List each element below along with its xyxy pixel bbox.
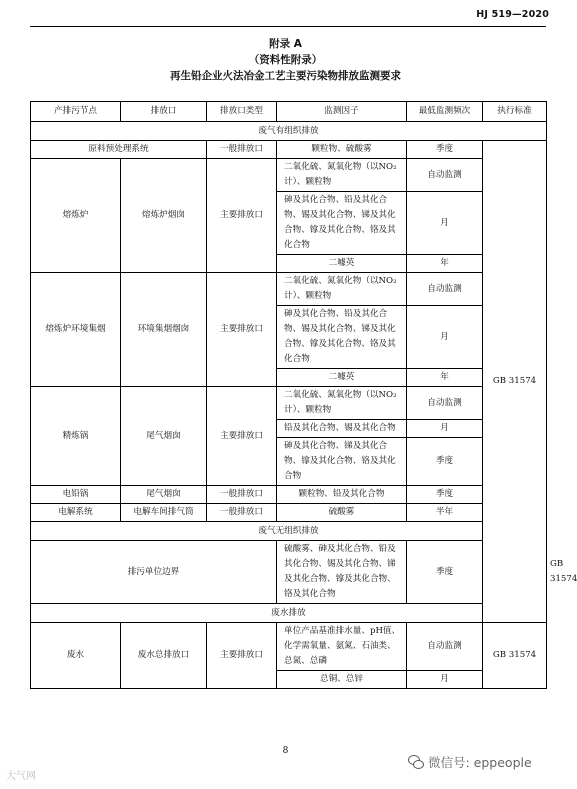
cell-factor: 颗粒物、铅及其化合物 <box>277 486 407 504</box>
cell-factor: 颗粒物、硫酸雾 <box>277 141 407 159</box>
cell-outlet: 电解车间排气筒 <box>121 504 207 522</box>
monitoring-table <box>30 101 577 689</box>
table-row <box>31 387 547 420</box>
cell-outlet-type: 主要排放口 <box>207 159 277 273</box>
cell-frequency: 季度 <box>407 486 483 504</box>
cell-frequency: 半年 <box>407 504 483 522</box>
cell-frequency: 季度 <box>407 438 483 486</box>
section-title-organized-gas: 废气有组织排放 <box>31 122 547 141</box>
cell-factor: 硫酸雾 <box>277 504 407 522</box>
watermark-left: 大气网 <box>6 771 36 782</box>
cell-factor: 铅及其化合物、锡及其化合物 <box>277 420 407 438</box>
cell-factor: 二噱英 <box>277 255 407 273</box>
standard-number: HJ 519—2020 <box>476 9 549 20</box>
cell-frequency: 自动监测 <box>407 387 483 420</box>
cell-factor: 二氧化硫、氮氧化物（以NO₂计）、颗粒物 <box>277 387 407 420</box>
cell-factor: 砷及其化合物、铅及其化合物、锡及其化合物、锑及其化合物、镎及其化合物、铬及其化合物 <box>277 306 407 369</box>
appendix-nature: （资料性附录） <box>248 54 323 66</box>
cell-standard: GB 31574 <box>483 141 547 623</box>
cell-outlet-type: 一般排放口 <box>207 486 277 504</box>
cell-factor: 二氧化硫、氮氧化物（以NO₂计）、颗粒物 <box>277 273 407 306</box>
section-title-wastewater: 废水排放 <box>31 604 547 623</box>
table-row <box>31 273 547 306</box>
cell-frequency: 自动监测 <box>407 623 483 671</box>
table-row <box>31 623 547 671</box>
title-block <box>0 36 571 84</box>
section-title-fugitive-gas: 废气无组织排放 <box>31 522 547 541</box>
column-header: 排放口类型 <box>207 102 277 122</box>
table-row <box>31 486 547 504</box>
section-row <box>31 122 547 141</box>
cell-outlet-type: 一般排放口 <box>207 504 277 522</box>
table-row: 排污单位边界 硫酸雾、砷及其化合物、铅及其化合物、锡及其化合物、锑及其化合物、镎及其化合物、铬及其化合物 季度 GB 31574 <box>31 541 547 604</box>
watermark-right <box>408 753 532 771</box>
cell-node: 熔炼炉 <box>31 159 121 273</box>
cell-node: 电解系统 <box>31 504 121 522</box>
wechat-icon <box>408 755 424 769</box>
column-header: 监测因子 <box>277 102 407 122</box>
cell-outlet-type: 主要排放口 <box>207 387 277 486</box>
cell-node: 精炼锅 <box>31 387 121 486</box>
column-header: 排放口 <box>121 102 207 122</box>
table-title: 再生铅企业火法冶金工艺主要污染物排放监测要求 <box>170 70 401 82</box>
cell-node: 熔炼炉环境集烟 <box>31 273 121 387</box>
watermark-text: 微信号: eppeople <box>428 755 532 770</box>
cell-outlet: 废水总排放口 <box>121 623 207 689</box>
cell-node: 原料预处理系统 <box>31 141 207 159</box>
cell-frequency: 季度 <box>407 141 483 159</box>
page-number: 8 <box>282 746 289 756</box>
cell-factor: 砷及其化合物、锑及其化合物、镎及其化合物、铬及其化合物 <box>277 438 407 486</box>
cell-node: 废水 <box>31 623 121 689</box>
cell-outlet: 环境集烟烟囱 <box>121 273 207 387</box>
cell-factor: 总铜、总锌 <box>277 671 407 689</box>
cell-outlet-type: 主要排放口 <box>207 273 277 387</box>
cell-standard: GB 31574 <box>483 623 547 689</box>
cell-frequency: 年 <box>407 255 483 273</box>
section-row <box>31 604 547 623</box>
cell-node: 排污单位边界 <box>31 541 277 604</box>
cell-outlet: 熔炼炉烟囱 <box>121 159 207 273</box>
table-header-row <box>31 102 547 122</box>
cell-factor: 二噱英 <box>277 369 407 387</box>
column-header: 产排污节点 <box>31 102 121 122</box>
table-row <box>31 141 547 159</box>
cell-outlet-type: 一般排放口 <box>207 141 277 159</box>
cell-frequency: 季度 <box>407 541 483 604</box>
header-rule <box>30 26 546 27</box>
cell-factor: 硫酸雾、砷及其化合物、铅及其化合物、锡及其化合物、锑及其化合物、镎及其化合物、铬及其化合物 <box>277 541 407 604</box>
cell-frequency: 月 <box>407 306 483 369</box>
appendix-title: 附录 A <box>269 38 302 50</box>
cell-frequency: 年 <box>407 369 483 387</box>
cell-frequency: 自动监测 <box>407 159 483 192</box>
table-row <box>31 159 547 192</box>
cell-factor: 砷及其化合物、铅及其化合物、锡及其化合物、锑及其化合物、镎及其化合物、铬及其化合物 <box>277 192 407 255</box>
section-row <box>31 522 547 541</box>
table-row <box>31 504 547 522</box>
cell-frequency: 月 <box>407 192 483 255</box>
cell-frequency: 月 <box>407 420 483 438</box>
cell-factor: 单位产品基准排水量、pH值、化学需氧量、氨氮、石油类、总氮、总磷 <box>277 623 407 671</box>
cell-node: 电铅锅 <box>31 486 121 504</box>
column-header: 执行标准 <box>483 102 547 122</box>
cell-frequency: 月 <box>407 671 483 689</box>
cell-frequency: 自动监测 <box>407 273 483 306</box>
cell-outlet: 尾气烟囱 <box>121 387 207 486</box>
column-header: 最低监测频次 <box>407 102 483 122</box>
cell-outlet-type: 主要排放口 <box>207 623 277 689</box>
cell-factor: 二氧化硫、氮氧化物（以NO₂计）、颗粒物 <box>277 159 407 192</box>
cell-outlet: 尾气烟囱 <box>121 486 207 504</box>
